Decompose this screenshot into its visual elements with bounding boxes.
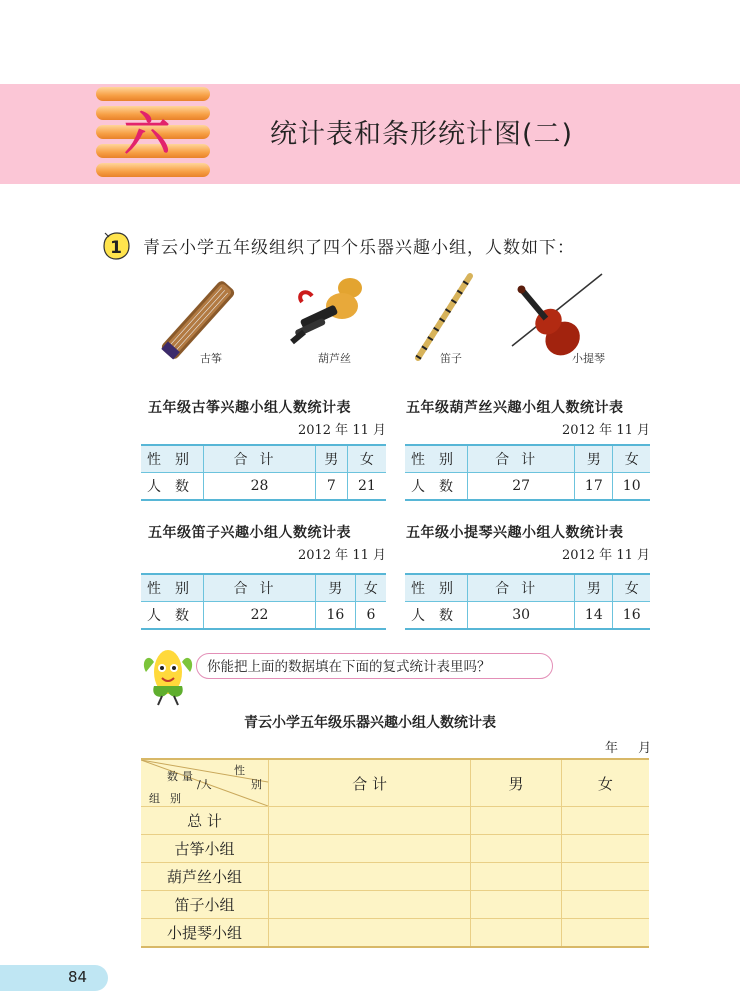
row-label-count: 人数 — [405, 602, 468, 630]
empty-cell[interactable] — [269, 919, 471, 948]
empty-cell[interactable] — [471, 835, 562, 863]
table-date-violin: 2012 年 11 月 — [561, 548, 650, 563]
corner-label-unit: /人 — [197, 778, 212, 791]
instrument-label-guzheng: 古筝 — [200, 352, 222, 365]
page-number-tab — [0, 965, 108, 991]
dizi-image — [412, 272, 477, 362]
empty-cell[interactable] — [561, 835, 649, 863]
table-header-row — [405, 445, 650, 473]
table-row — [141, 919, 649, 948]
cell-male: 17 — [575, 473, 613, 501]
composite-col-female: 女 — [561, 759, 649, 807]
instrument-label-hulusi: 葫芦丝 — [318, 352, 351, 365]
composite-corner-cell — [141, 759, 269, 807]
table-row — [141, 835, 649, 863]
empty-cell[interactable] — [471, 919, 562, 948]
guzheng-image — [150, 272, 245, 367]
empty-cell[interactable] — [269, 835, 471, 863]
cell-total: 30 — [468, 602, 575, 630]
row-label: 古筝小组 — [141, 835, 269, 863]
header-total: 合计 — [468, 445, 575, 473]
table-caption-hulusi: 五年级葫芦丝兴趣小组人数统计表 — [406, 400, 624, 416]
header-total: 合计 — [204, 574, 316, 602]
row-label: 总 计 — [141, 807, 269, 835]
header-total: 合计 — [204, 445, 316, 473]
hulusi-image — [282, 272, 377, 362]
empty-cell[interactable] — [269, 807, 471, 835]
header-male: 男 — [316, 574, 356, 602]
header-gender: 性别 — [405, 574, 468, 602]
table-row — [141, 473, 386, 501]
table-date-hulusi: 2012 年 11 月 — [561, 423, 650, 438]
cell-female: 10 — [613, 473, 650, 501]
table-header-row — [405, 574, 650, 602]
composite-table — [141, 758, 649, 948]
header-female: 女 — [347, 445, 386, 473]
table-date-guzheng: 2012 年 11 月 — [297, 423, 386, 438]
table-violin — [405, 573, 650, 630]
header-male: 男 — [575, 574, 613, 602]
empty-cell[interactable] — [561, 863, 649, 891]
header-female: 女 — [613, 574, 650, 602]
corner-label-gender: 性 — [234, 764, 245, 777]
composite-col-total: 合 计 — [269, 759, 471, 807]
cell-male: 16 — [316, 602, 356, 630]
cell-female: 6 — [355, 602, 386, 630]
corner-label-group: 组别 — [149, 792, 191, 805]
table-caption-dizi: 五年级笛子兴趣小组人数统计表 — [148, 525, 351, 541]
composite-col-male: 男 — [471, 759, 562, 807]
composite-table-date: 年 月 — [605, 741, 652, 756]
table-row — [141, 602, 386, 630]
header-male: 男 — [316, 445, 348, 473]
row-label-count: 人数 — [405, 473, 468, 501]
empty-cell[interactable] — [561, 807, 649, 835]
empty-cell[interactable] — [561, 919, 649, 948]
header-gender: 性别 — [405, 445, 468, 473]
empty-cell[interactable] — [269, 891, 471, 919]
cell-total: 28 — [204, 473, 316, 501]
cell-total: 27 — [468, 473, 575, 501]
cell-male: 7 — [316, 473, 348, 501]
unit-title: 统计表和条形统计图(二) — [270, 119, 574, 150]
table-row — [141, 807, 649, 835]
question-text: 青云小学五年级组织了四个乐器兴趣小组，人数如下： — [143, 238, 575, 258]
prompt-bubble: 你能把上面的数据填在下面的复式统计表里吗？ — [196, 653, 553, 679]
empty-cell[interactable] — [471, 807, 562, 835]
question-number-icon — [100, 230, 132, 262]
header-female: 女 — [613, 445, 650, 473]
table-caption-violin: 五年级小提琴兴趣小组人数统计表 — [406, 525, 624, 541]
corn-mascot-icon — [140, 642, 196, 706]
header-gender: 性别 — [141, 574, 204, 602]
composite-header-row — [141, 759, 649, 807]
header-total: 合计 — [468, 574, 575, 602]
row-label-count: 人数 — [141, 602, 204, 630]
row-label: 笛子小组 — [141, 891, 269, 919]
table-dizi — [141, 573, 386, 630]
empty-cell[interactable] — [269, 863, 471, 891]
header-female: 女 — [355, 574, 386, 602]
row-label-count: 人数 — [141, 473, 204, 501]
cell-total: 22 — [204, 602, 316, 630]
cell-male: 14 — [575, 602, 613, 630]
row-label: 小提琴小组 — [141, 919, 269, 948]
table-header-row — [141, 574, 386, 602]
question-number: 1 — [110, 238, 122, 258]
table-caption-guzheng: 五年级古筝兴趣小组人数统计表 — [148, 400, 351, 416]
table-guzheng — [141, 444, 386, 501]
instrument-label-dizi: 笛子 — [440, 352, 462, 365]
unit-number: 六 — [124, 107, 170, 161]
page-number: 84 — [68, 968, 88, 986]
cell-female: 16 — [613, 602, 650, 630]
table-row — [141, 891, 649, 919]
empty-cell[interactable] — [471, 863, 562, 891]
header-gender: 性别 — [141, 445, 204, 473]
table-header-row — [141, 445, 386, 473]
instrument-label-violin: 小提琴 — [572, 352, 605, 365]
row-label: 葫芦丝小组 — [141, 863, 269, 891]
table-date-dizi: 2012 年 11 月 — [297, 548, 386, 563]
cell-female: 21 — [347, 473, 386, 501]
corner-label-quantity: 数量 — [167, 770, 197, 783]
empty-cell[interactable] — [561, 891, 649, 919]
corner-label-gender-2: 别 — [251, 778, 262, 791]
table-row — [141, 863, 649, 891]
empty-cell[interactable] — [471, 891, 562, 919]
composite-table-title: 青云小学五年级乐器兴趣小组人数统计表 — [244, 715, 496, 731]
table-row — [405, 602, 650, 630]
table-hulusi — [405, 444, 650, 501]
header-male: 男 — [575, 445, 613, 473]
table-row — [405, 473, 650, 501]
